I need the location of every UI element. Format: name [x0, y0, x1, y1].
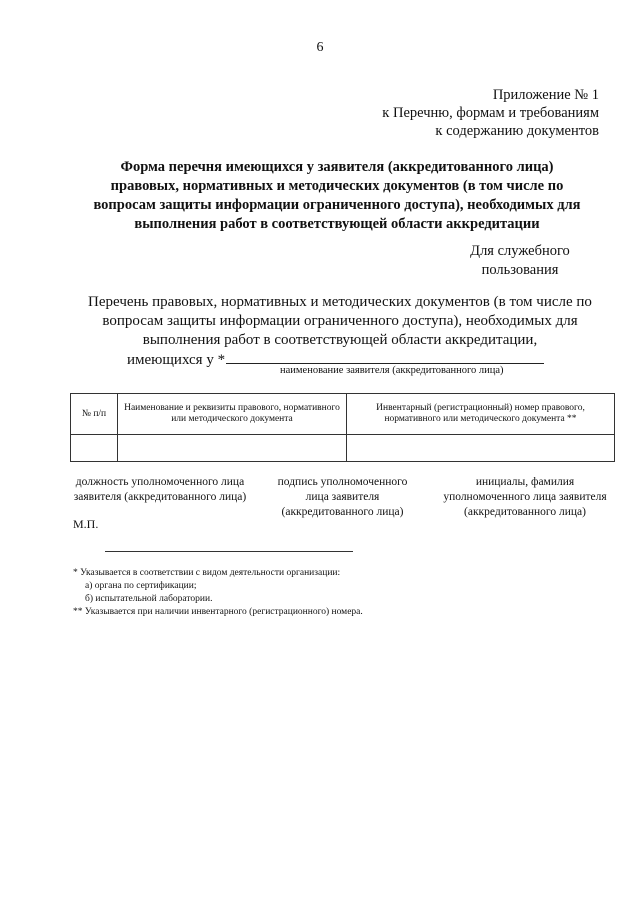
page-number: 6	[316, 40, 324, 55]
footnote-item: б) испытательной лаборатории.	[85, 594, 213, 604]
signature-name-caption: инициалы, фамилия уполномоченного лица заявителя (аккредитованного лица)	[443, 476, 607, 518]
table-cell[interactable]	[347, 435, 615, 462]
list-title: Перечень правовых, нормативных и методических документов (в том числе по вопросам защиты информации ограниченного доступа), необходимых для выполнения работ в соответствующей области аккредитации,	[88, 294, 592, 348]
form-title: Форма перечня имеющихся у заявителя (аккредитованного лица) правовых, нормативных и методических документов (в том числе по вопросам защиты информации ограниченного доступа), необходимых для выполнения работ в соответствующей области аккредитации	[93, 159, 581, 232]
table-row	[71, 435, 615, 462]
footnotes	[73, 567, 363, 619]
footnote: ** Указывается при наличии инвентарного (регистрационного) номера.	[73, 607, 363, 617]
stamp-place: М.П.	[73, 517, 99, 531]
restricted-mark: Для служебного пользования	[470, 243, 570, 278]
table-header-row	[71, 394, 615, 435]
appendix-header	[382, 86, 599, 140]
table-cell[interactable]	[71, 435, 118, 462]
applicant-prefix: имеющихся у *	[127, 352, 226, 368]
signature-position-caption: должность уполномоченного лица заявителя (аккредитованного лица)	[73, 476, 247, 503]
footnote-item: а) органа по сертификации;	[85, 581, 197, 591]
column-header-number: № п/п	[71, 394, 118, 435]
column-header-document: Наименование и реквизиты правового, нормативного или методического документа	[118, 394, 347, 435]
appendix-line: к содержанию документов	[435, 123, 599, 139]
signature-sign-caption: подпись уполномоченного лица заявителя (аккредитованного лица)	[277, 476, 408, 518]
documents-table	[70, 393, 615, 462]
appendix-line: к Перечню, формам и требованиям	[382, 105, 599, 121]
applicant-name-field[interactable]	[226, 350, 544, 364]
table-cell[interactable]	[118, 435, 347, 462]
applicant-caption: наименование заявителя (аккредитованного лица)	[280, 365, 504, 376]
appendix-title: Приложение № 1	[492, 87, 599, 103]
footnote-divider	[105, 551, 353, 552]
column-header-inventory-number: Инвентарный (регистрационный) номер правового, нормативного или методического документа **	[347, 394, 615, 435]
footnote: * Указывается в соответствии с видом деятельности организации:	[73, 568, 341, 578]
